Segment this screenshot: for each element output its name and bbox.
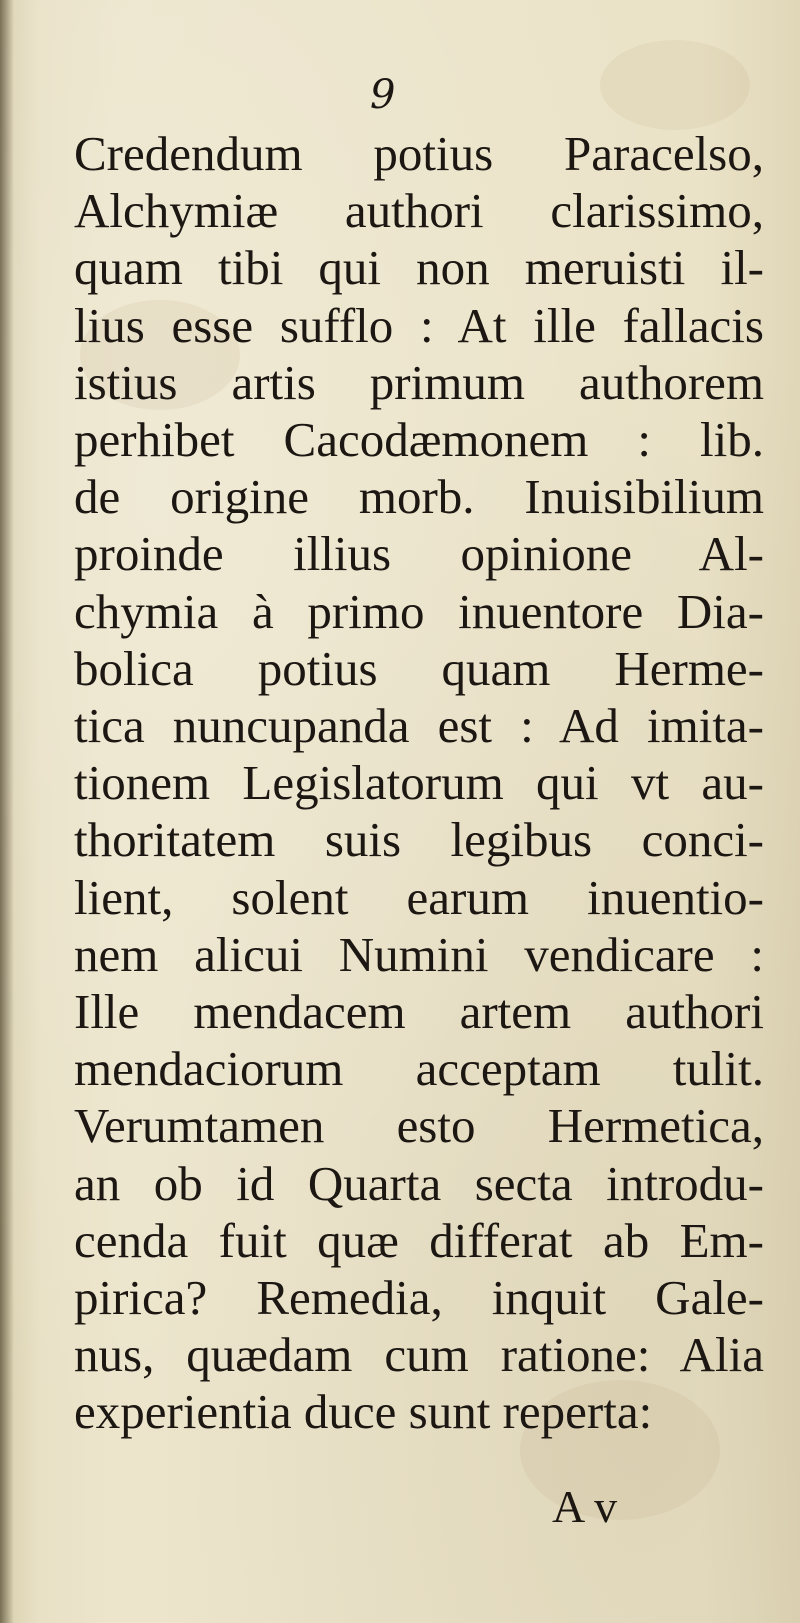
text-line: tionem Legislatorum qui vt au-: [74, 755, 764, 811]
text-line: lius esse sufflo : At ille fallacis: [74, 297, 764, 353]
paper-stain: [600, 40, 750, 130]
text-line: Verumtamen esto Hermetica,: [74, 1098, 764, 1154]
text-line: de origine morb. Inuisibilium: [74, 469, 764, 525]
body-text: [74, 125, 764, 1441]
text-line: pirica? Remedia, inquit Gale-: [74, 1270, 764, 1326]
text-line: thoritatem suis legibus conci-: [74, 812, 764, 868]
text-line: perhibet Cacodæmonem : lib.: [74, 412, 764, 468]
page-number: 9: [370, 72, 396, 118]
text-line: an ob id Quarta secta introdu-: [74, 1155, 764, 1211]
catchword: A v: [552, 1481, 618, 1532]
text-line: istius artis primum authorem: [74, 354, 764, 410]
text-line: mendaciorum acceptam tulit.: [74, 1041, 764, 1097]
text-line: lient, solent earum inuentio-: [74, 869, 764, 925]
text-line: proinde illius opinione Al-: [74, 526, 764, 582]
text-line: tica nuncupanda est : Ad imita-: [74, 698, 764, 754]
text-line: quam tibi qui non meruisti il-: [74, 240, 764, 296]
text-line: bolica potius quam Herme-: [74, 640, 764, 696]
text-line: experientia duce sunt reperta:: [74, 1384, 653, 1440]
text-line: chymia à primo inuentore Dia-: [74, 583, 764, 639]
text-line: Credendum potius Paracelso,: [74, 126, 764, 181]
binding-shadow: [0, 0, 14, 1623]
text-line: Ille mendacem artem authori: [74, 984, 764, 1040]
text-line: Alchymiæ authori clarissimo,: [74, 183, 764, 239]
text-line: nus, quædam cum ratione: Alia: [74, 1327, 764, 1383]
text-line: cenda fuit quæ differat ab Em-: [74, 1212, 764, 1268]
text-line: nem alicui Numini vendicare :: [74, 926, 764, 982]
